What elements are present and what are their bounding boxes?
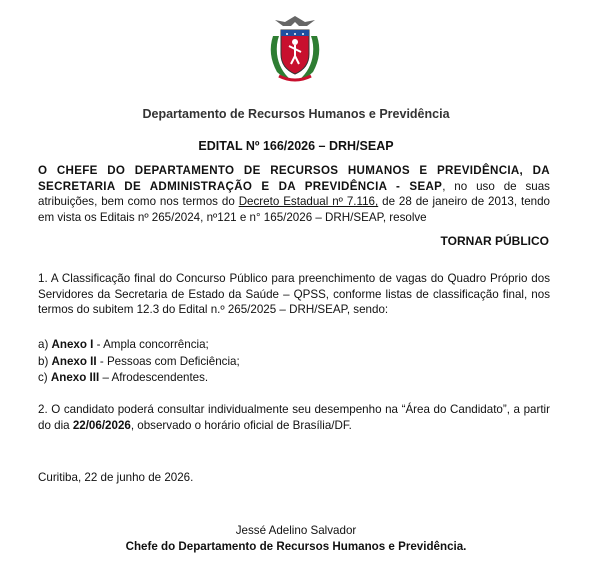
annex-list bbox=[38, 337, 240, 387]
intro-text: , no uso de suas atribuições, bem como nos termos do bbox=[38, 179, 550, 208]
decree-reference: Decreto Estadual nº 7.116, bbox=[238, 195, 379, 208]
intro-text-continued: de 28 de janeiro de 2013, tendo em vista os Editais nº 265/2024, nº121 e n° 165/2026 – DRH/SEAP, resolve bbox=[38, 195, 550, 224]
annex-item: c) Anexo III – Afrodescendentes. bbox=[38, 371, 209, 384]
signatory-title: Chefe do Departamento de Recursos Humanos e Previdência. bbox=[125, 540, 467, 553]
item-1-paragraph: 1. A Classificação final do Concurso Público para preenchimento de vagas do Quadro Próprio dos Servidores da Secretaria de Estado da Saúde – QPSS, conforme listas de classificação final, nos termos do subitem 12.3 do Edital n.º 265/2025 – DRH/SEAP, sendo: bbox=[38, 272, 550, 316]
item-2-paragraph: 2. O candidato poderá consultar individualmente seu desempenho na “Área do Candidato”, a partir do dia 22/06/2026, observado o horário oficial de Brasília/DF. bbox=[38, 403, 550, 432]
parana-coat-of-arms-icon bbox=[263, 14, 327, 86]
intro-paragraph bbox=[38, 163, 550, 225]
annex-label: Anexo I bbox=[51, 338, 94, 351]
department-heading: Departamento de Recursos Humanos e Previdência bbox=[142, 107, 450, 121]
annex-label: Anexo II bbox=[51, 354, 97, 368]
edital-title: EDITAL Nº 166/2026 – DRH/SEAP bbox=[198, 139, 394, 153]
annex-label: Anexo III bbox=[50, 371, 100, 384]
annex-item: a) Anexo I - Ampla concorrência; bbox=[38, 338, 209, 351]
intro-bold-text: O CHEFE DO DEPARTAMENTO DE RECURSOS HUMANOS E PREVIDÊNCIA, DA SECRETARIA DE ADMINISTRAÇÃO E DA PREVIDÊNCIA - SEAP bbox=[38, 164, 550, 193]
annex-item: b) Anexo II - Pessoas com Deficiência; bbox=[38, 354, 240, 368]
tornar-publico-heading: TORNAR PÚBLICO bbox=[440, 234, 549, 248]
signatory-name: Jessé Adelino Salvador bbox=[235, 524, 357, 537]
place-and-date: Curitiba, 22 de junho de 2026. bbox=[38, 471, 194, 484]
consult-date: 22/06/2026 bbox=[72, 418, 131, 432]
